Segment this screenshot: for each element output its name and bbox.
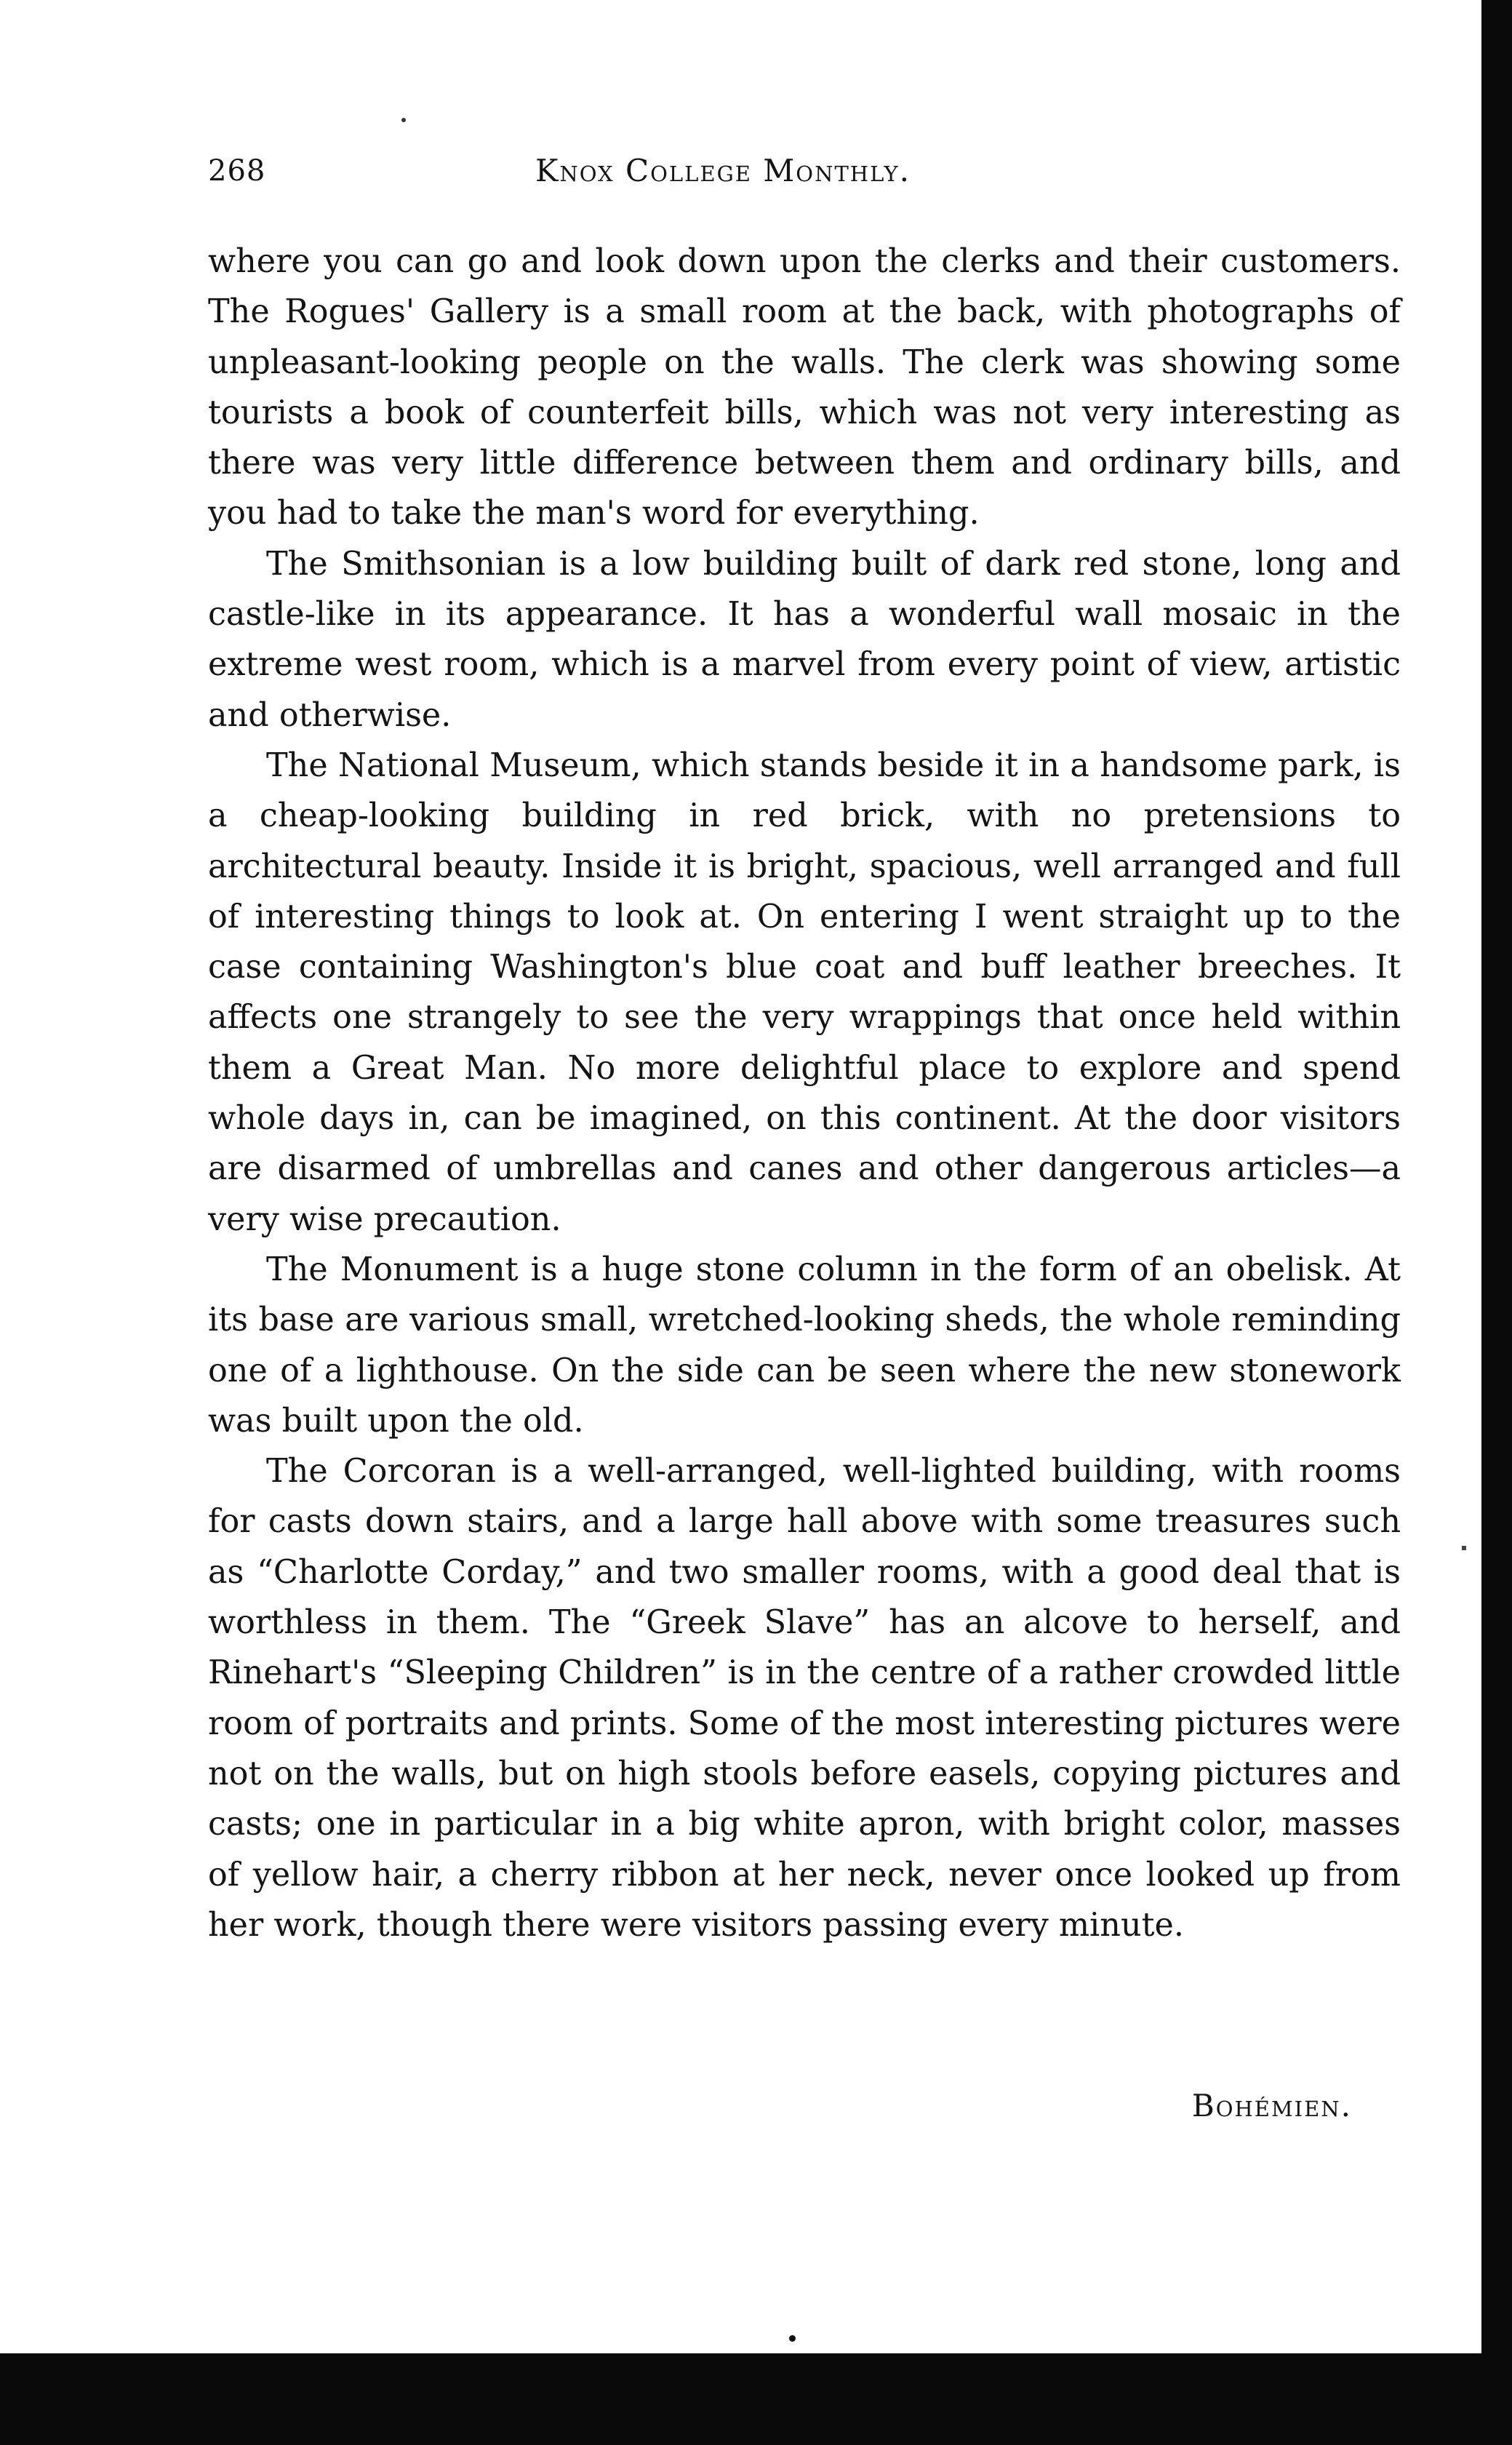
- page-number: 268: [208, 154, 266, 188]
- speck-mark: [401, 118, 406, 122]
- page-header: [208, 149, 1401, 193]
- paragraph: where you can go and look down upon the clerks and their customers. The Rogues' Gallery is a small room at the back, with photographs of unpleasant-looking people on the walls. The clerk was showing some tourists a book of counterfeit bills, which was not very interesting as there was very little difference between them and ordinary bills, and you had to take the man's word for everything.: [208, 243, 1401, 533]
- paragraph: The Monument is a huge stone column in the form of an obelisk. At its base are various small, wretched-looking sheds, the whole reminding one of a lighthouse. On the side can be seen where the new stonework was built upon the old.: [208, 1251, 1401, 1440]
- paragraph: The National Museum, which stands beside it in a handsome park, is a cheap-looking building in red brick, with no pretensions to architectural beauty. Inside it is bright, spacious, well arranged and full of interesting things to look at. On entering I went straight up to the case containing Washington's blue coat and buff leather breeches. It affects one strangely to see the very wrappings that once held within them a Great Man. No more delightful place to explore and spend whole days in, can be imagined, on this continent. At the door visitors are disarmed of umbrellas and canes and other dangerous articles—a very wise precaution.: [208, 746, 1401, 1238]
- paragraph: The Corcoran is a well-arranged, well-lighted building, with rooms for casts down stairs, and a large hall above with some treasures such as “Charlotte Corday,” and two smaller rooms, with a good deal that is worthless in them. The “Greek Slave” has an alcove to herself, and Rinehart's “Sleeping Children” is in the centre of a rather crowded little room of portraits and prints. Some of the most interesting pictures were not on the walls, but on high stools before easels, copying pictures and casts; one in particular in a big white apron, with bright color, masses of yellow hair, a cherry ribbon at her neck, never once looked up from her work, though there were visitors passing every minute.: [208, 1453, 1401, 1944]
- body-text: [208, 236, 1401, 1950]
- speck-mark: [789, 2335, 796, 2342]
- scan-border: [0, 2353, 1512, 2445]
- binding-edge: [1481, 0, 1512, 2445]
- margin-mark: [1462, 1546, 1466, 1550]
- running-title: Knox College Monthly.: [535, 153, 911, 188]
- author-signature: Bohémien.: [1191, 2088, 1352, 2123]
- paragraph: The Smithsonian is a low building built of dark red stone, long and castle-like in its appearance. It has a wonderful wall mosaic in the extreme west room, which is a marvel from every point of view, artistic and otherwise.: [208, 545, 1401, 734]
